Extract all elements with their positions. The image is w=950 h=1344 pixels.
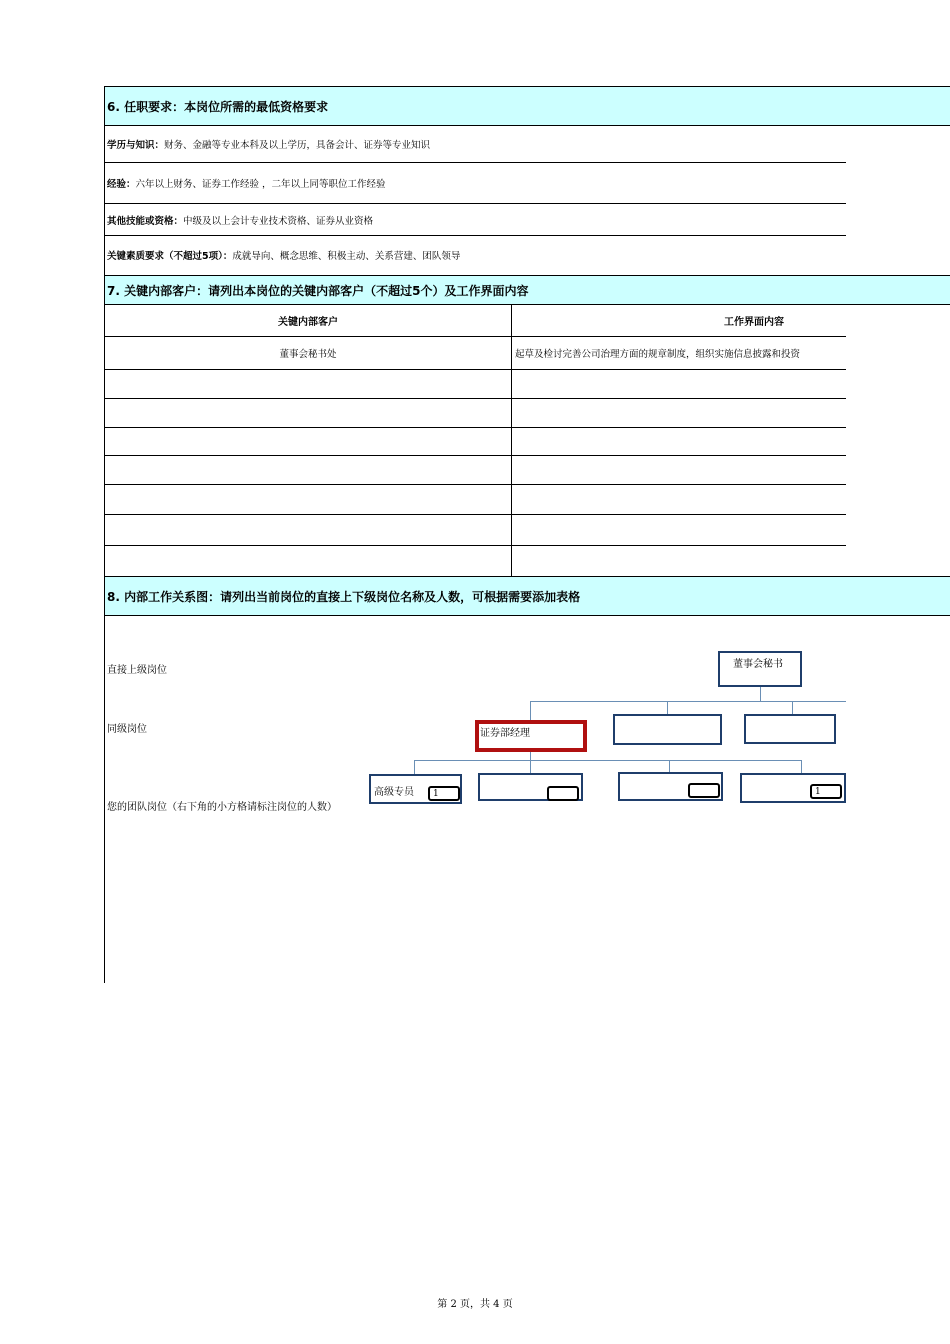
section7-title [104, 275, 950, 305]
content-cell-5 [512, 456, 849, 484]
team-box-1-label: 高级专员 [374, 787, 414, 798]
connector [414, 760, 415, 774]
skills-value: 中级及以上会计专业技术资格、证券从业资格 [183, 215, 374, 227]
content-cell-4 [512, 428, 849, 455]
competency-value: 成就导向、概念思维、积极主动、关系营建、团队领导 [232, 251, 461, 262]
superior-box [718, 651, 802, 687]
content-cell-2 [512, 370, 849, 398]
team-label: 您的团队岗位（右下角的小方格请标注岗位的人数） [107, 802, 337, 813]
connector [669, 760, 670, 772]
form-left-border [104, 86, 105, 983]
competency-label: 关键素质要求（不超过5项）： [107, 251, 233, 262]
superior-label: 直接上级岗位 [107, 665, 167, 676]
col-header-content: 工作界面内容 [724, 317, 784, 328]
competency-row [104, 236, 846, 274]
section8-title-text: 8. 内部工作关系图：请列出当前岗位的直接上下级岗位名称及人数，可根据需要添加表格 [107, 589, 581, 604]
connector [760, 687, 761, 701]
client-cell-2 [104, 370, 512, 398]
team-count-1[interactable]: 1 [428, 786, 460, 801]
superior-box-label: 董事会秘书 [733, 659, 783, 670]
content-cell-1: 起草及检讨完善公司治理方面的规章制度，组织实施信息披露和投资 [515, 349, 801, 360]
peer-box-2 [613, 714, 722, 745]
peer-box-3 [744, 714, 836, 744]
current-position-box [475, 720, 587, 752]
content-cell-6 [512, 485, 849, 514]
connector [414, 760, 802, 761]
education-row [104, 126, 846, 162]
team-count-4[interactable]: 1 [810, 784, 842, 799]
client-cell-4 [104, 428, 512, 455]
connector [530, 760, 531, 773]
divider [104, 545, 846, 546]
section7-title-text: 7. 关键内部客户：请列出本岗位的关键内部客户（不超过5个）及工作界面内容 [107, 283, 529, 298]
connector [530, 701, 846, 702]
connector [792, 701, 793, 715]
client-cell-3 [104, 399, 512, 427]
experience-value: 六年以上财务、证券工作经验 ，二年以上同等职位工作经验 [135, 179, 386, 190]
page-footer: 第 2 页，共 4 页 [437, 1299, 513, 1310]
content-cell-3 [512, 399, 849, 427]
education-value: 财务、金融等专业本科及以上学历，具备会计、证券等专业知识 [164, 140, 431, 151]
skills-label: 其他技能或资格： [107, 215, 184, 227]
experience-row [104, 163, 846, 203]
connector [530, 701, 531, 721]
client-cell-5 [104, 456, 512, 484]
section6-title [104, 86, 950, 126]
section6-title-text: 6. 任职要求：本岗位所需的最低资格要求 [107, 99, 329, 114]
connector [667, 701, 668, 715]
col-header-client: 关键内部客户 [278, 317, 338, 328]
peer-label: 同级岗位 [107, 724, 147, 735]
experience-label: 经验： [107, 179, 136, 190]
connector [801, 760, 802, 773]
team-count-2[interactable] [547, 786, 579, 801]
team-count-3[interactable] [688, 783, 720, 798]
client-cell-1: 董事会秘书处 [279, 349, 337, 360]
education-label: 学历与知识： [107, 140, 165, 151]
column-separator [511, 305, 512, 577]
client-cell-6 [104, 485, 512, 514]
section8-title [104, 576, 950, 616]
content-cell-7 [512, 515, 849, 545]
skills-row [104, 204, 846, 235]
client-cell-7 [104, 515, 512, 545]
current-position-label: 证券部经理 [480, 728, 530, 739]
